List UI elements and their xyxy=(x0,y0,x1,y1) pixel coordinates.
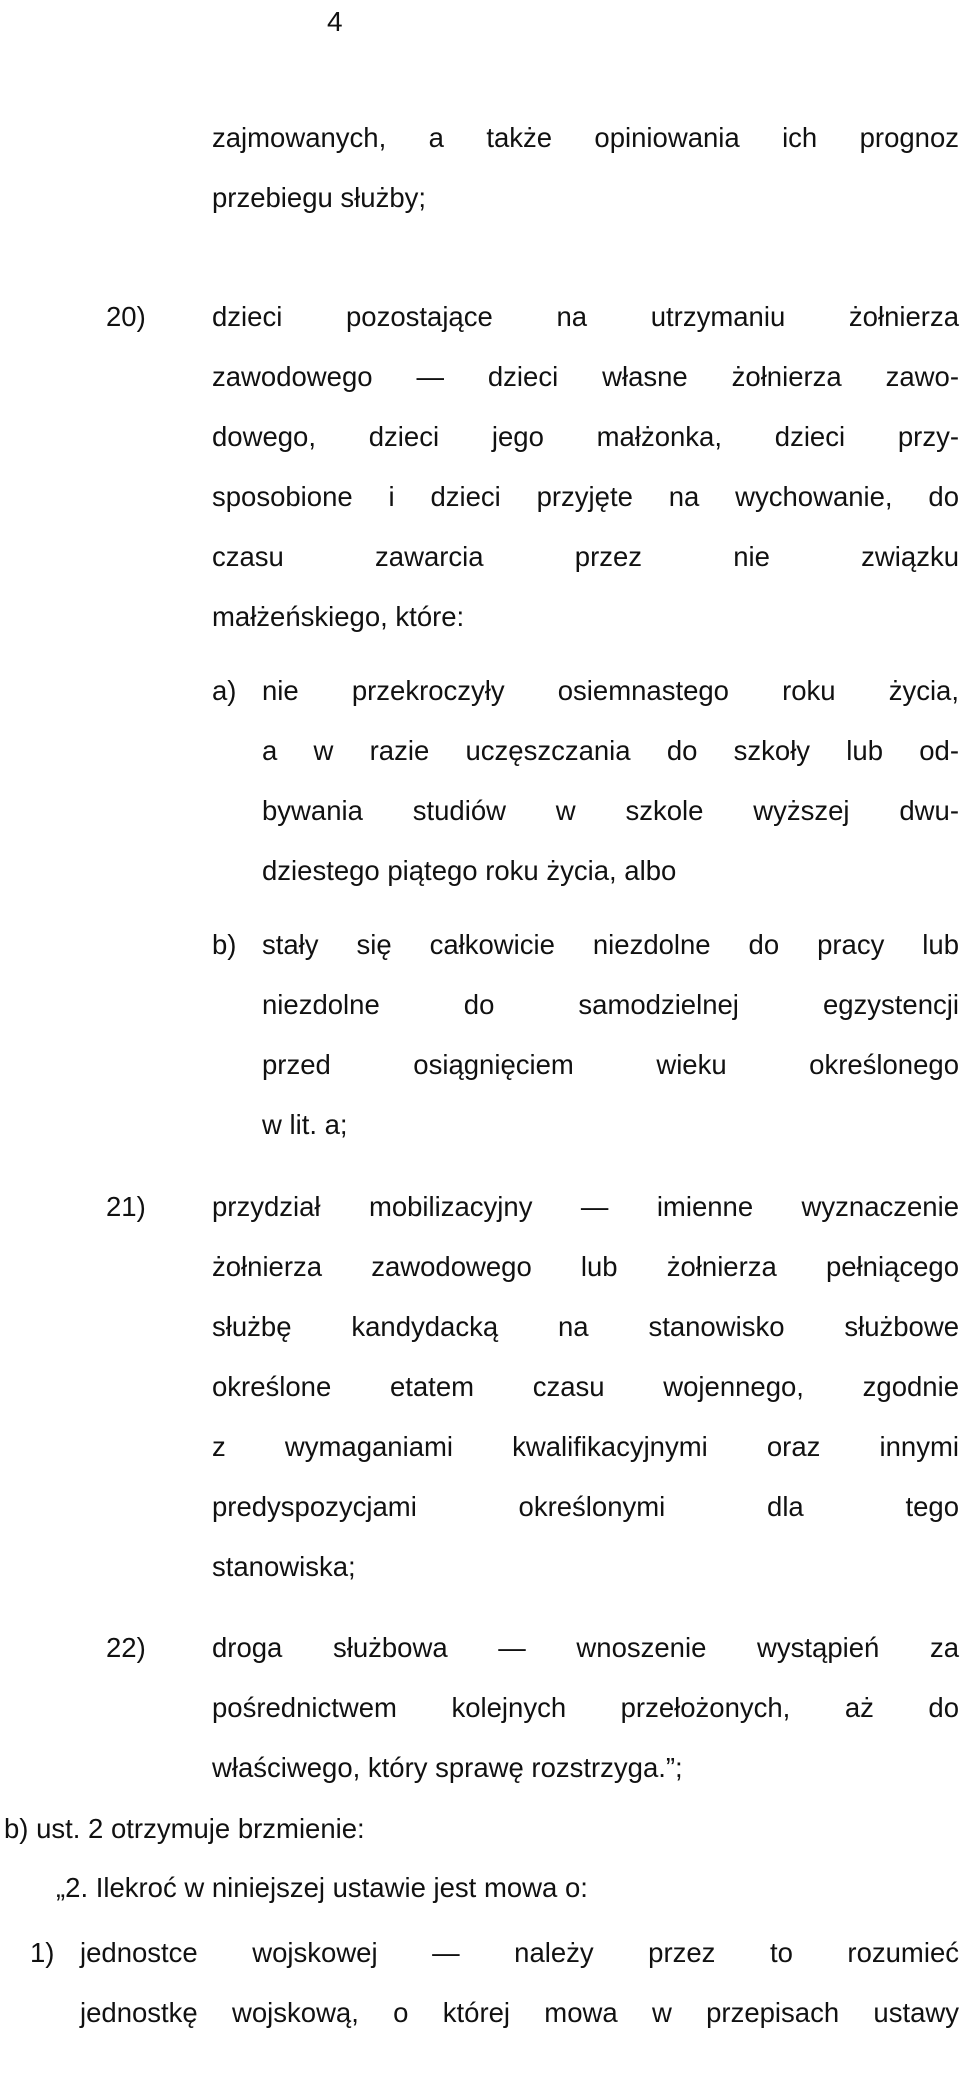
text-line: dzieci pozostające na utrzymaniu żołnierza xyxy=(212,301,959,332)
text-line: nie przekroczyły osiemnastego roku życia, xyxy=(262,675,959,706)
text-line: stanowiska; xyxy=(212,1551,356,1582)
item-number: 1) xyxy=(30,1937,55,1968)
text-line: właściwego, który sprawę rozstrzyga.”; xyxy=(212,1752,683,1783)
item-number: 22) xyxy=(106,1632,146,1663)
text-line: pośrednictwem kolejnych przełożonych, aż do xyxy=(212,1692,959,1723)
text-line: określone etatem czasu wojennego, zgodnie xyxy=(212,1371,959,1402)
section-heading: b) ust. 2 otrzymuje brzmienie: xyxy=(4,1813,365,1844)
text-line: żołnierza zawodowego lub żołnierza pełniącego xyxy=(212,1251,959,1282)
text-line: w lit. a; xyxy=(262,1109,348,1140)
text-line: zajmowanych, a także opiniowania ich prognoz xyxy=(212,122,959,153)
subitem-letter: b) xyxy=(212,929,237,960)
text-line: a w razie uczęszczania do szkoły lub od- xyxy=(262,735,959,766)
text-line: niezdolne do samodzielnej egzystencji xyxy=(262,989,959,1020)
text-line: predyspozycjami określonymi dla tego xyxy=(212,1491,959,1522)
item-number: 21) xyxy=(106,1191,146,1222)
text-line: przydział mobilizacyjny — imienne wyznaczenie xyxy=(212,1191,959,1222)
text-line: z wymaganiami kwalifikacyjnymi oraz innymi xyxy=(212,1431,959,1462)
page-number: 4 xyxy=(327,6,343,37)
text-line: bywania studiów w szkole wyższej dwu- xyxy=(262,795,959,826)
text-line: służbę kandydacką na stanowisko służbowe xyxy=(212,1311,959,1342)
text-line: przed osiągnięciem wieku określonego xyxy=(262,1049,959,1080)
text-line: zawodowego — dzieci własne żołnierza zawo- xyxy=(212,361,959,392)
text-line: „2. Ilekroć w niniejszej ustawie jest mowa o: xyxy=(56,1872,588,1903)
text-line: sposobione i dzieci przyjęte na wychowanie, do xyxy=(212,481,959,512)
text-line: jednostce wojskowej — należy przez to rozumieć xyxy=(80,1937,959,1968)
text-line: małżeńskiego, które: xyxy=(212,601,465,632)
text-line: czasu zawarcia przez nie związku xyxy=(212,541,959,572)
text-line: jednostkę wojskową, o której mowa w przepisach ustawy xyxy=(80,1997,959,2028)
item-number: 20) xyxy=(106,301,146,332)
text-line: stały się całkowicie niezdolne do pracy lub xyxy=(262,929,959,960)
text-line: dowego, dzieci jego małżonka, dzieci przy- xyxy=(212,421,959,452)
subitem-letter: a) xyxy=(212,675,237,706)
text-line: dziestego piątego roku życia, albo xyxy=(262,855,677,886)
text-line: przebiegu służby; xyxy=(212,182,427,213)
text-line: droga służbowa — wnoszenie wystąpień za xyxy=(212,1632,959,1663)
